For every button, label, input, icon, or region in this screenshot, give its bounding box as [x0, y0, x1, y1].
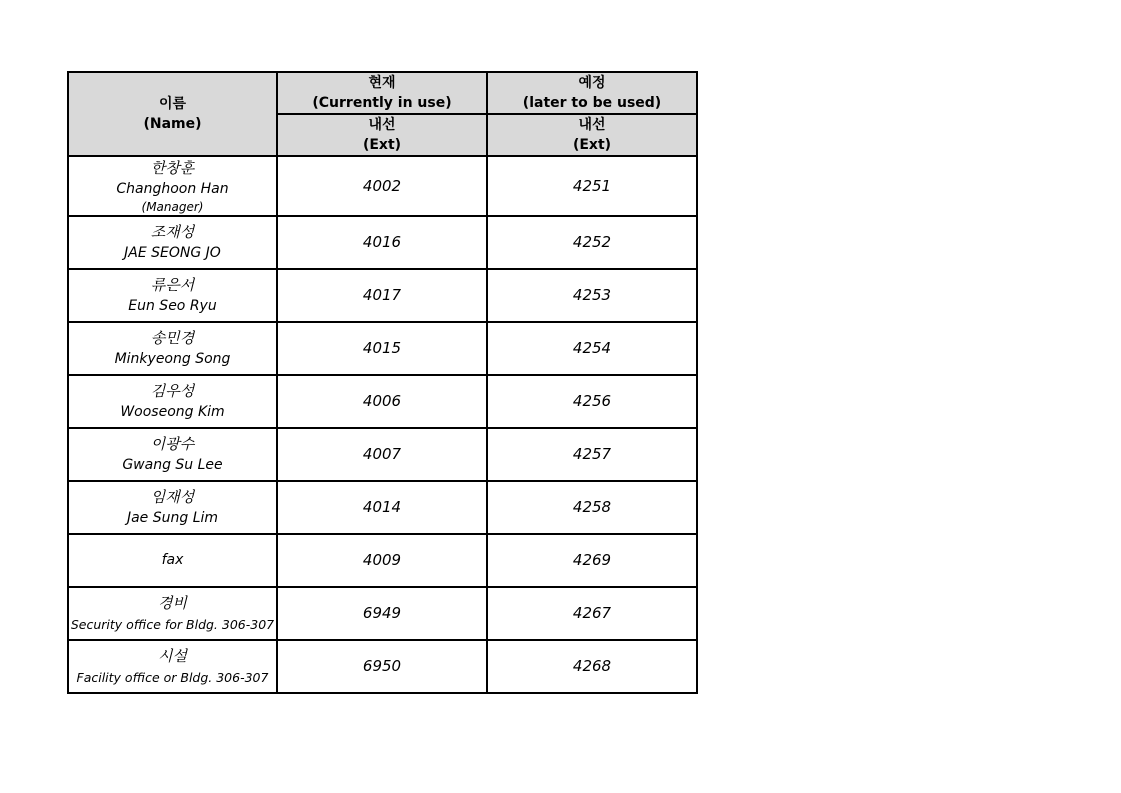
subheader-current-ext: [277, 114, 487, 156]
current-ext: 4017: [277, 269, 487, 322]
name-cell: [68, 587, 277, 640]
name-ko: 송민경: [150, 328, 195, 347]
subheader-planned-ko: 내선: [578, 117, 606, 133]
table-row: [68, 534, 697, 587]
table-row: [68, 156, 697, 216]
name-ko: 임재성: [150, 487, 195, 506]
name-cell: [68, 534, 277, 587]
current-ext: 4015: [277, 322, 487, 375]
name-en: Facility office or Bldg. 306-307: [76, 669, 269, 685]
header-planned: [487, 72, 697, 114]
header-row: [68, 72, 697, 114]
name-cell: [68, 322, 277, 375]
current-ext: 6950: [277, 640, 487, 693]
header-name: [68, 72, 277, 156]
name-en: Eun Seo Ryu: [128, 297, 217, 314]
name-note: (Manager): [141, 200, 204, 214]
extension-table: [67, 71, 698, 694]
current-ext: 4016: [277, 216, 487, 269]
table-row: [68, 375, 697, 428]
header-current-ko: 현재: [368, 75, 396, 91]
name-cell: [68, 375, 277, 428]
planned-ext: 4252: [487, 216, 697, 269]
table-row: [68, 428, 697, 481]
current-ext: 4007: [277, 428, 487, 481]
name-en: fax: [161, 552, 184, 568]
planned-ext: 4254: [487, 322, 697, 375]
planned-ext: 4257: [487, 428, 697, 481]
current-ext: 4014: [277, 481, 487, 534]
header-name-ko: 이름: [158, 96, 187, 112]
name-ko: 한창훈: [150, 159, 195, 177]
header-planned-en: (later to be used): [522, 95, 662, 111]
name-cell: [68, 640, 277, 693]
current-ext: 4009: [277, 534, 487, 587]
table-row: [68, 322, 697, 375]
name-en: Jae Sung Lim: [126, 509, 219, 526]
planned-ext: 4258: [487, 481, 697, 534]
name-ko: 경비: [158, 593, 187, 612]
header-name-en: (Name): [143, 116, 202, 132]
name-en: Security office for Bldg. 306-307: [70, 616, 275, 632]
name-en: Gwang Su Lee: [122, 456, 223, 473]
name-cell: [68, 481, 277, 534]
name-cell: [68, 156, 277, 216]
current-ext: 6949: [277, 587, 487, 640]
subheader-current-ko: 내선: [368, 117, 396, 133]
planned-ext: 4256: [487, 375, 697, 428]
subheader-current-en: (Ext): [362, 137, 402, 153]
name-ko: 조재성: [150, 222, 195, 241]
table-row: [68, 481, 697, 534]
name-en: Changhoon Han: [116, 181, 229, 197]
header-planned-ko: 예정: [578, 75, 606, 91]
table-row: [68, 269, 697, 322]
name-ko: 류은서: [150, 275, 195, 294]
name-cell: [68, 428, 277, 481]
header-current-en: (Currently in use): [312, 95, 452, 111]
name-en: JAE SEONG JO: [124, 244, 221, 261]
subheader-planned-ext: [487, 114, 697, 156]
name-ko: 이광수: [150, 434, 195, 453]
planned-ext: 4267: [487, 587, 697, 640]
table-row: [68, 216, 697, 269]
name-en: Wooseong Kim: [120, 403, 225, 420]
name-ko: 시설: [158, 646, 187, 665]
table-row: [68, 587, 697, 640]
planned-ext: 4268: [487, 640, 697, 693]
current-ext: 4006: [277, 375, 487, 428]
name-ko: 김우성: [150, 381, 195, 400]
planned-ext: 4251: [487, 156, 697, 216]
table-row: [68, 640, 697, 693]
header-current: [277, 72, 487, 114]
current-ext: 4002: [277, 156, 487, 216]
planned-ext: 4269: [487, 534, 697, 587]
name-en: Minkyeong Song: [114, 350, 231, 367]
name-cell: [68, 216, 277, 269]
planned-ext: 4253: [487, 269, 697, 322]
subheader-planned-en: (Ext): [572, 137, 612, 153]
name-cell: [68, 269, 277, 322]
